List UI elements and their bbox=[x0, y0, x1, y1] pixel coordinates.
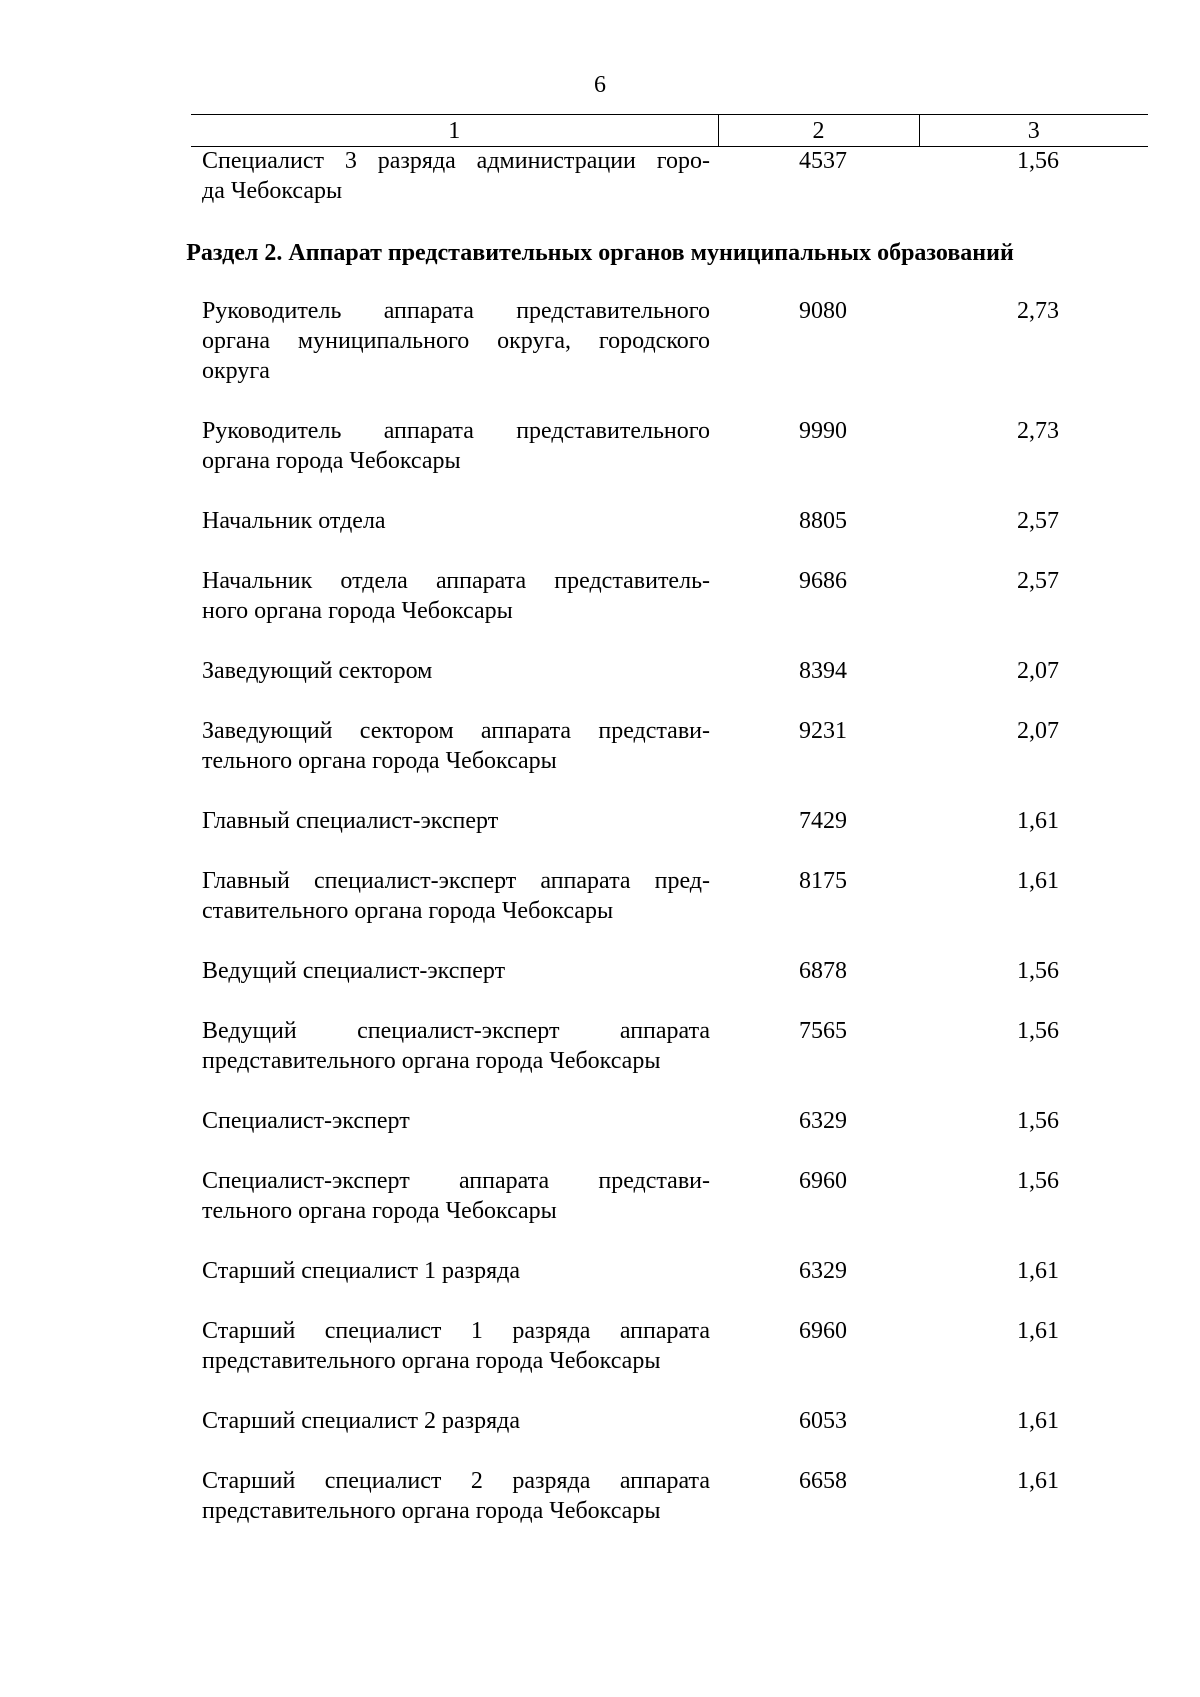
position-name: Главный специалист-эксперт bbox=[202, 808, 499, 834]
coefficient-value: 2,07 bbox=[1017, 658, 1059, 684]
salary-value: 4537 bbox=[799, 148, 847, 174]
salary-value: 8175 bbox=[799, 868, 847, 894]
coefficient-value: 1,56 bbox=[1017, 148, 1059, 174]
position-name: Начальник отдела bbox=[202, 508, 386, 534]
coefficient-value: 1,61 bbox=[1017, 1258, 1059, 1284]
salary-value: 6329 bbox=[799, 1258, 847, 1284]
coefficient-value: 1,56 bbox=[1017, 1108, 1059, 1134]
coefficient-value: 2,73 bbox=[1017, 298, 1059, 324]
coefficient-value: 1,56 bbox=[1017, 958, 1059, 984]
position-name: Специалист-эксперт аппарата представи- тельного органа города Чебоксары bbox=[202, 1168, 710, 1224]
salary-value: 8394 bbox=[799, 658, 847, 684]
position-name: Старший специалист 2 разряда аппарата представительного органа города Чебоксары bbox=[202, 1468, 710, 1524]
salary-value: 6053 bbox=[799, 1408, 847, 1434]
salary-value: 6329 bbox=[799, 1108, 847, 1134]
header-col-2: 2 bbox=[718, 115, 919, 147]
coefficient-value: 1,61 bbox=[1017, 1408, 1059, 1434]
salary-value: 6960 bbox=[799, 1168, 847, 1194]
position-name: Заведующий сектором аппарата представи- тельного органа города Чебоксары bbox=[202, 718, 710, 774]
salary-value: 9686 bbox=[799, 568, 847, 594]
salary-value: 9231 bbox=[799, 718, 847, 744]
coefficient-value: 2,57 bbox=[1017, 508, 1059, 534]
position-name: Руководитель аппарата представительного органа муниципального округа, городского округа bbox=[202, 298, 710, 384]
coefficient-value: 2,07 bbox=[1017, 718, 1059, 744]
position-name: Специалист-эксперт bbox=[202, 1108, 410, 1134]
position-name: Специалист 3 разряда администрации горо- да Чебоксары bbox=[202, 148, 710, 204]
position-name: Руководитель аппарата представительного органа города Чебоксары bbox=[202, 418, 710, 474]
position-name: Начальник отдела аппарата представитель- ного органа города Чебоксары bbox=[202, 568, 710, 624]
table-body bbox=[0, 146, 1200, 206]
salary-value: 7565 bbox=[799, 1018, 847, 1044]
coefficient-value: 1,56 bbox=[1017, 1168, 1059, 1194]
table-header bbox=[191, 114, 1148, 147]
position-name: Ведущий специалист-эксперт bbox=[202, 958, 506, 984]
header-col-1: 1 bbox=[191, 115, 718, 147]
coefficient-value: 1,56 bbox=[1017, 1018, 1059, 1044]
position-name: Заведующий сектором bbox=[202, 658, 433, 684]
coefficient-value: 2,73 bbox=[1017, 418, 1059, 444]
coefficient-value: 1,61 bbox=[1017, 1468, 1059, 1494]
salary-value: 6658 bbox=[799, 1468, 847, 1494]
coefficient-value: 2,57 bbox=[1017, 568, 1059, 594]
salary-value: 7429 bbox=[799, 808, 847, 834]
table-row bbox=[0, 146, 1200, 206]
salary-value: 6960 bbox=[799, 1318, 847, 1344]
salary-value: 6878 bbox=[799, 958, 847, 984]
position-name: Старший специалист 2 разряда bbox=[202, 1408, 520, 1434]
salary-value: 9080 bbox=[799, 298, 847, 324]
position-name: Ведущий специалист-эксперт аппарата представительного органа города Чебоксары bbox=[202, 1018, 710, 1074]
salary-value: 8805 bbox=[799, 508, 847, 534]
position-name: Главный специалист-эксперт аппарата пред- ставительного органа города Чебоксары bbox=[202, 868, 710, 924]
page-number: 6 bbox=[594, 72, 606, 98]
position-name: Старший специалист 1 разряда bbox=[202, 1258, 520, 1284]
position-name: Старший специалист 1 разряда аппарата представительного органа города Чебоксары bbox=[202, 1318, 710, 1374]
header-col-3: 3 bbox=[919, 115, 1148, 147]
coefficient-value: 1,61 bbox=[1017, 868, 1059, 894]
coefficient-value: 1,61 bbox=[1017, 1318, 1059, 1344]
salary-value: 9990 bbox=[799, 418, 847, 444]
section-title: Раздел 2. Аппарат представительных органов муниципальных образований bbox=[186, 240, 1014, 266]
coefficient-value: 1,61 bbox=[1017, 808, 1059, 834]
